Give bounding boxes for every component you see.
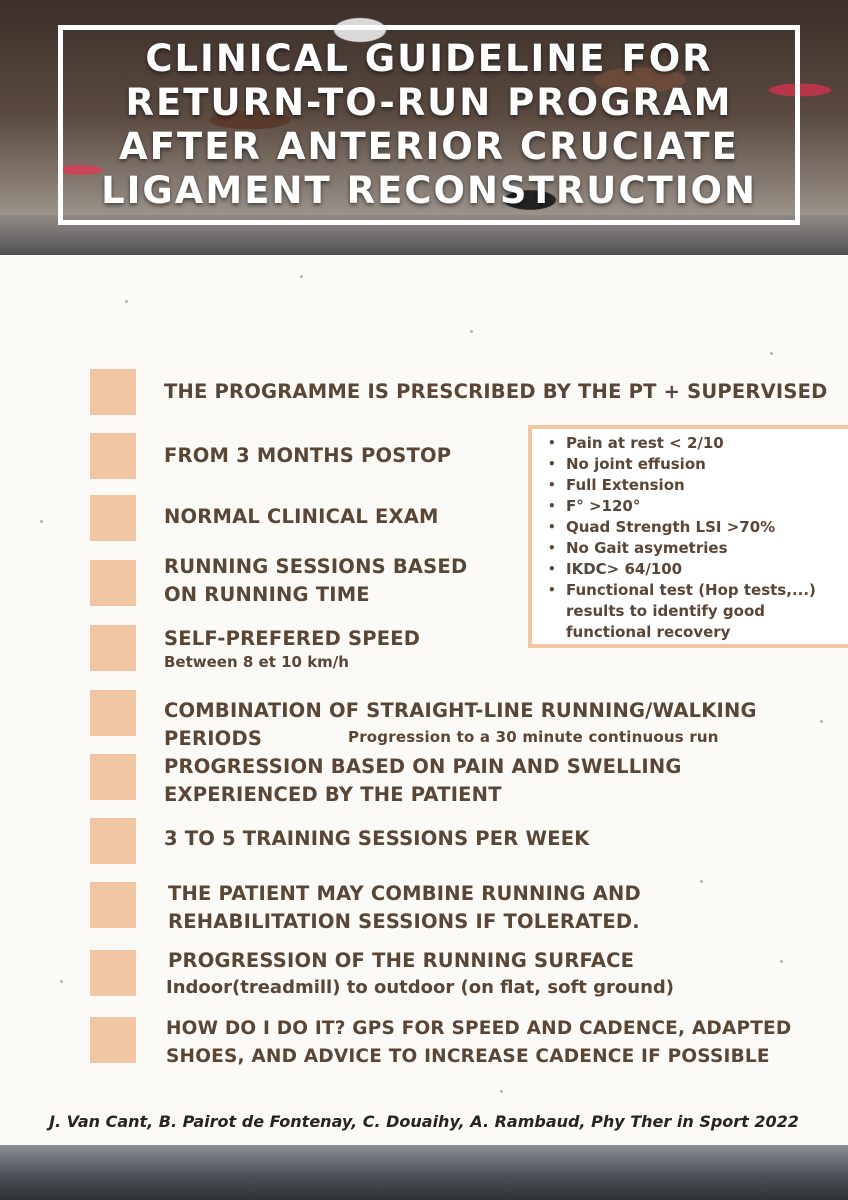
- item-text: NORMAL CLINICAL EXAM: [164, 505, 439, 528]
- item-text: PROGRESSION OF THE RUNNING SURFACE: [168, 949, 635, 972]
- item-text-line2: SHOES, AND ADVICE TO INCREASE CADENCE IF POSSIBLE: [166, 1046, 770, 1067]
- bullet-square: [90, 690, 136, 736]
- guideline-item: [164, 753, 682, 809]
- bullet-square: [90, 560, 136, 606]
- bullet-square: [90, 625, 136, 671]
- item-text-line2: ON RUNNING TIME: [164, 583, 370, 606]
- bullet-square: [90, 950, 136, 996]
- item-text: PROGRESSION BASED ON PAIN AND SWELLING: [164, 755, 682, 778]
- criteria-item: • IKDC> 64/100: [566, 559, 848, 580]
- speck: [125, 300, 128, 303]
- criteria-item: • F° >120°: [566, 496, 848, 517]
- bullet-square: [90, 882, 136, 928]
- clinical-criteria-box: [528, 425, 848, 648]
- criteria-item: • Pain at rest < 2/10: [566, 433, 848, 454]
- guideline-item: [168, 880, 641, 936]
- item-text: 3 TO 5 TRAINING SESSIONS PER WEEK: [164, 827, 590, 850]
- bullet-square: [90, 369, 136, 415]
- bullet-square: [90, 1017, 136, 1063]
- item-text: FROM 3 MONTHS POSTOP: [164, 444, 452, 467]
- speck: [770, 352, 773, 355]
- guideline-item: [164, 442, 451, 470]
- item-text: THE PATIENT MAY COMBINE RUNNING AND: [168, 882, 641, 905]
- guideline-item: [164, 553, 467, 609]
- item-text-line2: EXPERIENCED BY THE PATIENT: [164, 783, 502, 806]
- bullet-square: [90, 433, 136, 479]
- item-subtext: Indoor(treadmill) to outdoor (on flat, soft ground): [166, 977, 675, 998]
- item-text: HOW DO I DO IT? GPS FOR SPEED AND CADENCE, ADAPTED: [166, 1018, 792, 1039]
- criteria-item: • No Gait asymetries: [566, 538, 848, 559]
- speck: [780, 960, 783, 963]
- header-photo: [0, 0, 848, 255]
- criteria-item: • Quad Strength LSI >70%: [566, 517, 848, 538]
- criteria-item: • No joint effusion: [566, 454, 848, 475]
- title-frame: [58, 25, 800, 225]
- item-text-line2: PERIODS: [164, 727, 263, 750]
- item-text: RUNNING SESSIONS BASED: [164, 555, 468, 578]
- item-subtext: Between 8 et 10 km/h: [164, 653, 349, 671]
- speck: [700, 880, 703, 883]
- guideline-item: [164, 825, 590, 853]
- speck: [470, 330, 473, 333]
- criteria-item: • Full Extension: [566, 475, 848, 496]
- guideline-item: [164, 625, 420, 672]
- guideline-item: [164, 503, 439, 531]
- criteria-list: [544, 433, 848, 643]
- item-text-line2: REHABILITATION SESSIONS IF TOLERATED.: [168, 910, 640, 933]
- item-text: THE PROGRAMME IS PRESCRIBED BY THE PT + SUPERVISED: [164, 380, 828, 403]
- speck: [40, 520, 43, 523]
- bullet-square: [90, 818, 136, 864]
- speck: [60, 980, 63, 983]
- guideline-item: [166, 1015, 791, 1071]
- item-note: Progression to a 30 minute continuous run: [348, 728, 719, 746]
- bullet-square: [90, 754, 136, 800]
- bullet-square: [90, 495, 136, 541]
- road-footer-strip: [0, 1145, 848, 1200]
- guideline-item: [164, 378, 828, 406]
- speck: [820, 720, 823, 723]
- speck: [300, 275, 303, 278]
- guideline-item: [164, 697, 757, 753]
- item-text: COMBINATION OF STRAIGHT-LINE RUNNING/WALKING: [164, 699, 757, 722]
- page-title: CLINICAL GUIDELINE FOR RETURN-TO-RUN PROGRAM AFTER ANTERIOR CRUCIATE LIGAMENT RECONSTRUCTION: [101, 37, 757, 212]
- item-text: SELF-PREFERED SPEED: [164, 627, 421, 650]
- speck: [500, 1090, 503, 1093]
- citation: J. Van Cant, B. Pairot de Fontenay, C. Douaihy, A. Rambaud, Phy Ther in Sport 2022: [49, 1112, 799, 1131]
- criteria-item: • Functional test (Hop tests,...) results to identify good functional recovery: [566, 580, 836, 643]
- guideline-item: [166, 947, 674, 1001]
